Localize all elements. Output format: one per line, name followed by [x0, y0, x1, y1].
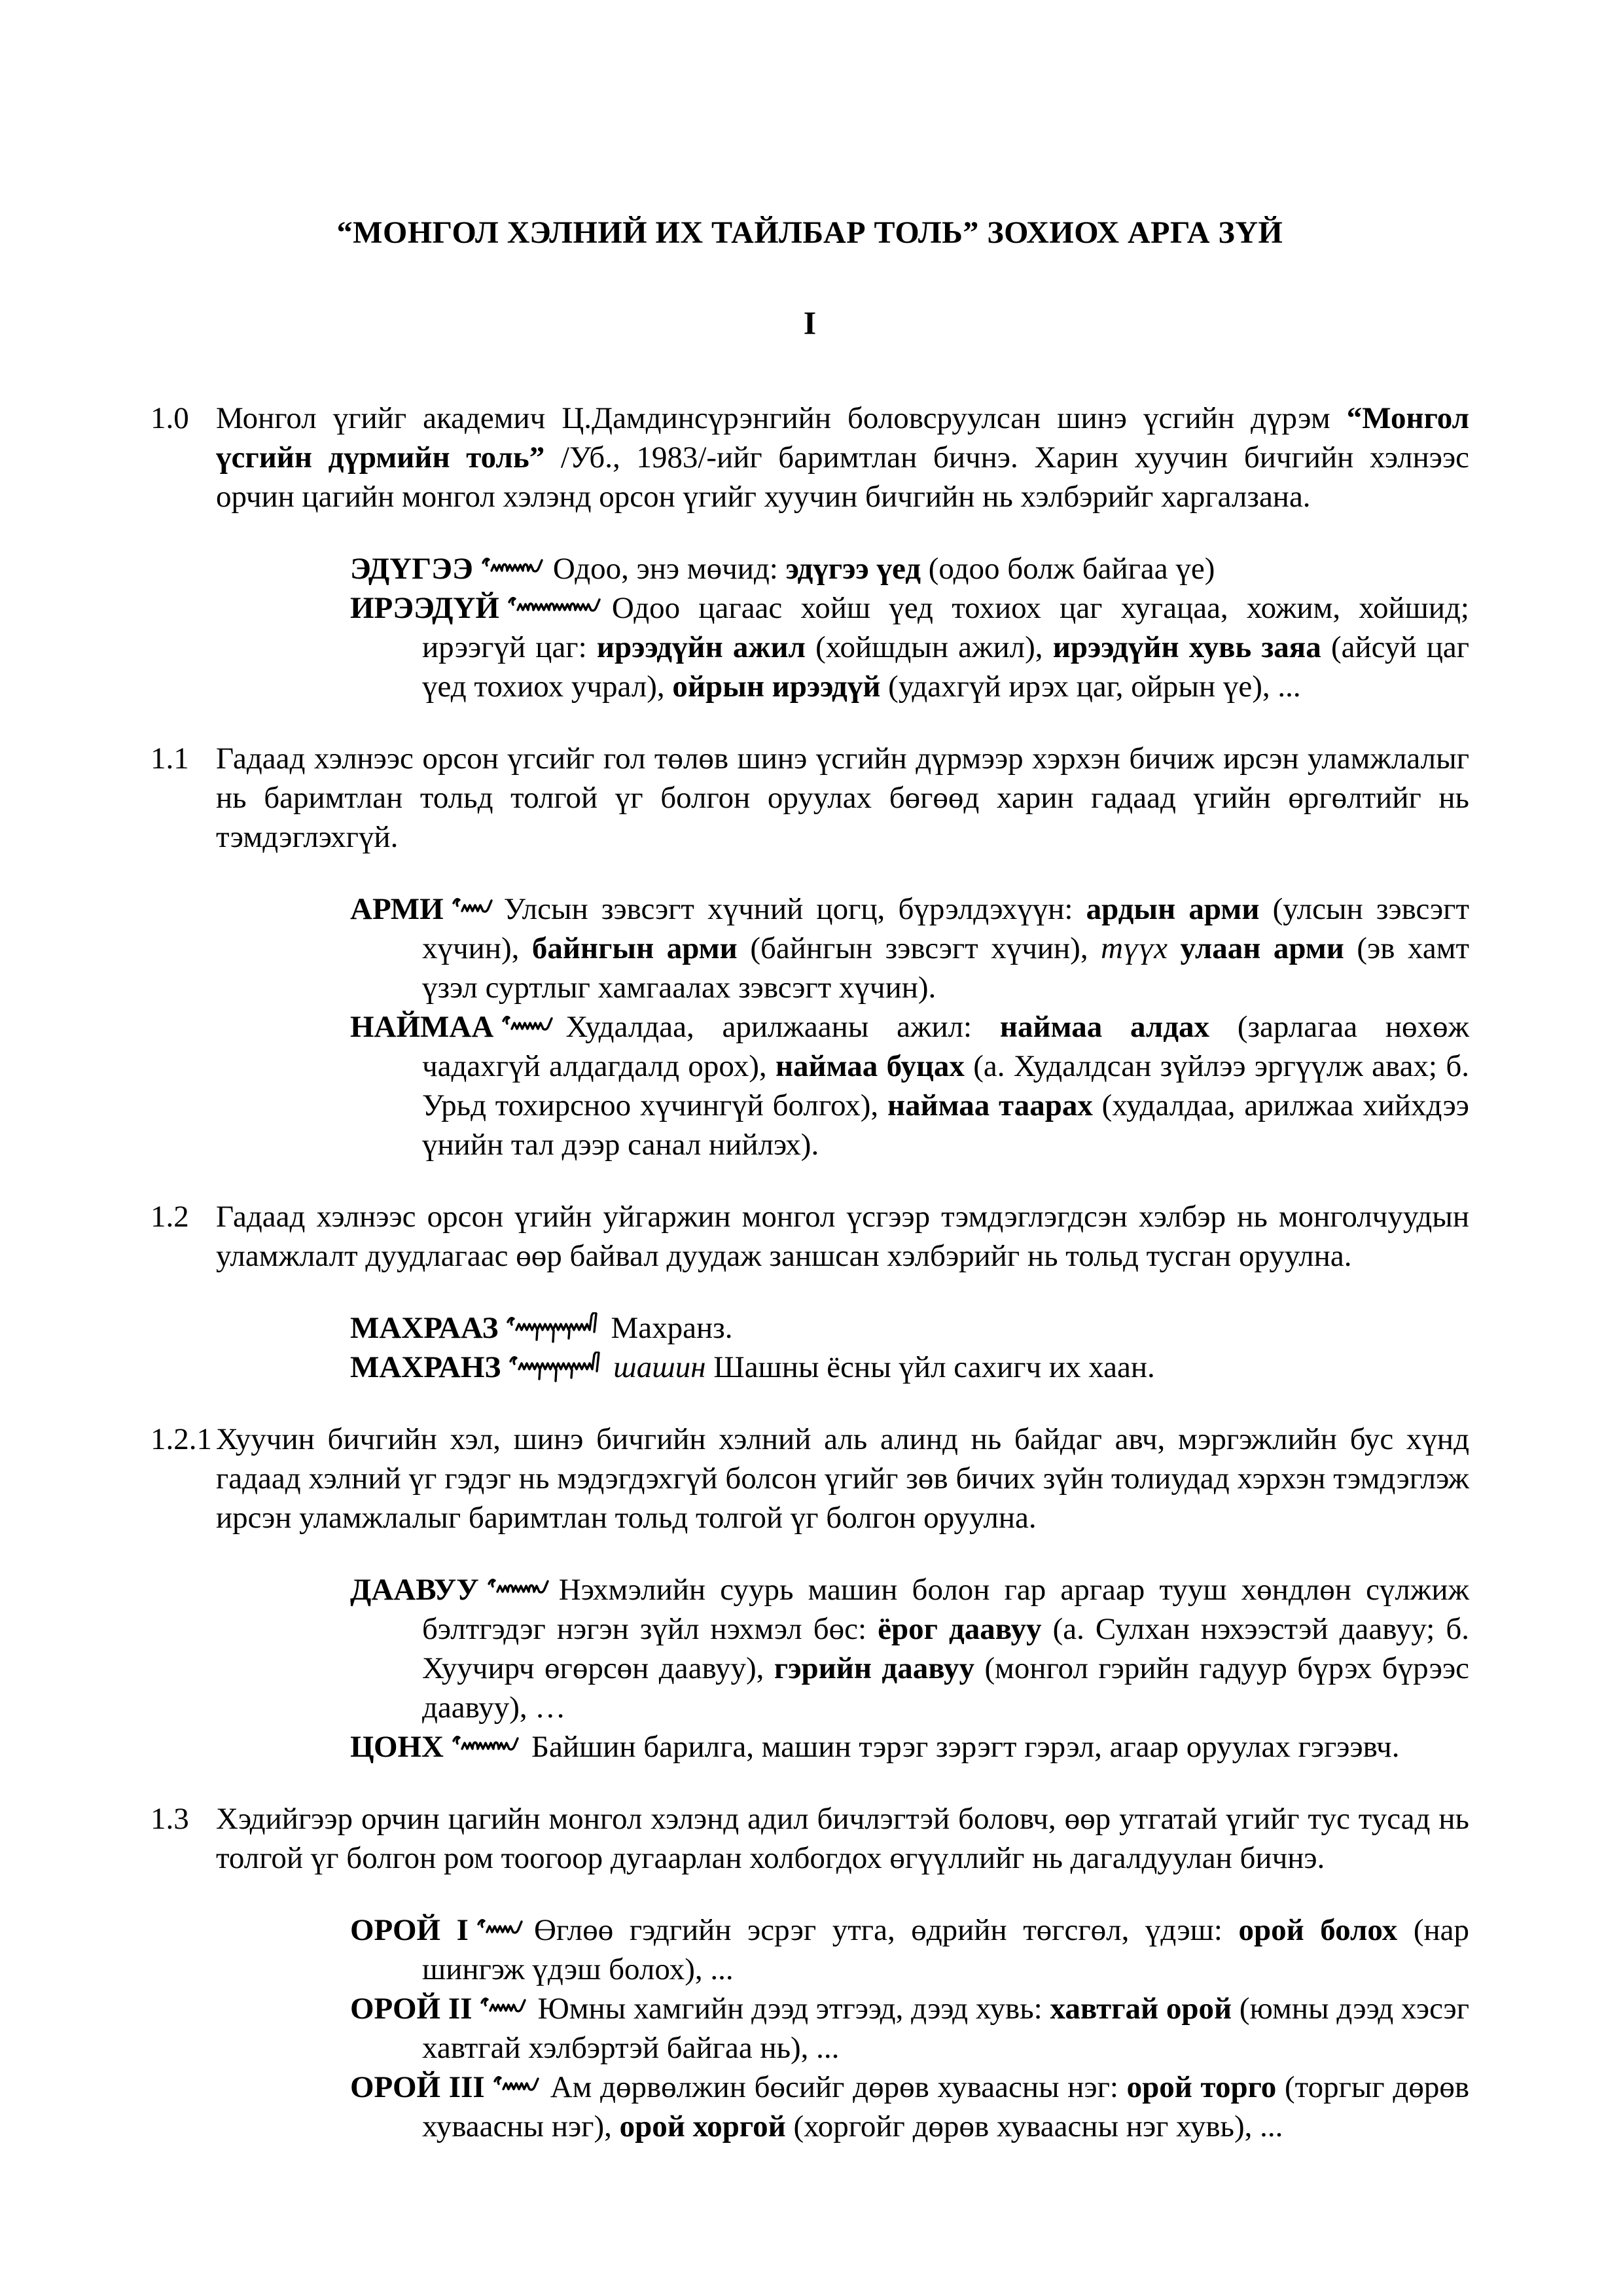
mongol-script-path [508, 1313, 596, 1342]
dictionary-entry [350, 549, 1469, 588]
mongol-script-icon [478, 1993, 529, 2024]
text-run: /Уб., 1983/-ийг баримтлан бичнэ. Харин хуучин бичгийн хэлнээс орчин цагийн монгол хэлэнд орсон үгийг хуучин бичгийн нь хэлбэрийг харгалзана. [216, 440, 1469, 514]
mongol-script-icon [450, 893, 496, 925]
entry-headword: МАХРАНЗ [350, 1350, 501, 1384]
text-run: гэрийн даавуу [774, 1651, 974, 1685]
text-run: хавтгай орой [1050, 1992, 1232, 2026]
text-run: Хэдийгээр орчин цагийн монгол хэлэнд адил бичлэгтэй боловч, өөр утгатай үгийг тус тусад нь толгой үг болгон ром тоогоор дугаарлан холбогдох өгүүллийг нь дагалдуулан бичнэ. [216, 1802, 1469, 1875]
mongol-script-icon [500, 1011, 558, 1043]
mongol-script-path [454, 1737, 518, 1749]
entry-group [151, 549, 1469, 706]
mongol-script-path [495, 2077, 538, 2090]
entry-headword: ЭДҮГЭЭ [350, 552, 473, 586]
entry-definition [613, 1350, 1155, 1384]
text-run: эдүгээ үед [785, 552, 921, 586]
text-run: Монгол үгийг академич Ц.Дамдинсүрэнгийн боловсруулсан шинэ үсгийн дүрэм [216, 401, 1347, 435]
text-run: (юмны дээд хэсэг хавтгай хэлбэртэй байгаа нь), ... [422, 1992, 1469, 2065]
text-run: наймаа таарах [887, 1088, 1093, 1122]
mongol-script-path [482, 1999, 525, 2011]
text-run: шашин [613, 1350, 706, 1384]
text-run: улаан арми [1180, 931, 1344, 965]
entry-definition [422, 1573, 1469, 1725]
dictionary-entry [350, 1989, 1469, 2068]
numbered-paragraph [151, 399, 1469, 516]
text-run: (айсуй цаг үед тохиох учрал), [422, 630, 1469, 704]
paragraph-number: 1.2.1 [151, 1422, 212, 1456]
paragraph-number: 1.3 [151, 1802, 189, 1836]
text-run: (байнгын зэвсэгт хүчин), [737, 931, 1101, 965]
dictionary-entry [350, 1727, 1469, 1767]
text-run: байнгын арми [531, 931, 738, 965]
entry-definition [422, 892, 1469, 1005]
mongol-script-icon [486, 1574, 551, 1605]
text-run: ирээдүйн ажил [596, 630, 806, 664]
dictionary-entry [350, 1007, 1469, 1164]
mongol-script-icon [507, 1352, 605, 1383]
mongol-script-path [454, 899, 491, 912]
dictionary-entry [350, 2068, 1470, 2146]
page-title: “МОНГОЛ ХЭЛНИЙ ИХ ТАЙЛБАР ТОЛЬ” ЗОХИОХ АРГА ЗҮЙ [336, 215, 1283, 250]
text-run: Шашны ёсны үйл сахигч их хаан. [705, 1350, 1155, 1384]
text-run: (хоргойг дөрөв хуваасны нэг хувь), ... [785, 2109, 1283, 2144]
text-run: (улсын зэвсэгт хүчин), [422, 892, 1469, 965]
text-run: Өглөө гэдгийн эсрэг утга, өдрийн төгсгөл, үдэш: [533, 1913, 1239, 1947]
paragraph-text [216, 1802, 1469, 1875]
text-run: орой хоргой [619, 2109, 786, 2144]
entry-definition [422, 1913, 1469, 1986]
text-run: наймаа алдах [999, 1010, 1210, 1044]
text-run: Махранз. [611, 1311, 733, 1345]
text-run: (удахгүй ирэх цаг, ойрын үе), ... [880, 670, 1301, 704]
text-run: Юмны хамгийн дээд этгээд, дээд хувь: [537, 1992, 1050, 2026]
entry-headword: НАЙМАА [350, 1010, 494, 1044]
section-heading: I [803, 304, 817, 341]
text-run: ардын арми [1086, 892, 1260, 926]
text-run: наймаа буцах [775, 1049, 965, 1083]
text-run: Гадаад хэлнээс орсон үгийн уйгаржин монгол үсгээр тэмдэглэгдсэн хэлбэр нь монголчуудын уламжлалт дуудлагаас өөр байвал дуудаж заншсан хэлбэрийг нь тольд тусган оруулна. [216, 1200, 1469, 1273]
dictionary-entry [350, 889, 1470, 1007]
text-run: (торгыг дөрөв хуваасны нэг), [422, 2070, 1470, 2144]
dictionary-entry [350, 1308, 1469, 1348]
entry-definition [422, 1992, 1469, 2065]
text-run: орой болох [1238, 1913, 1398, 1947]
paragraph-number: 1.0 [151, 401, 189, 435]
mongol-script-icon [505, 1312, 603, 1344]
entry-headword: ЦОНХ [350, 1730, 444, 1764]
text-run: түүх [1101, 931, 1168, 965]
paragraph-number: 1.2 [151, 1200, 189, 1234]
entry-headword: ОРОЙ III [350, 2070, 485, 2104]
mongol-script-path [510, 1352, 599, 1381]
entry-headword: ДААВУУ [350, 1573, 479, 1607]
entry-definition [422, 1010, 1469, 1162]
text-run: (монгол гэрийн гадуур бүрэх бүрээс даавуу), … [422, 1651, 1469, 1725]
text-run: “Монгол үсгийн дүрмийн толь” [216, 401, 1469, 475]
paragraph-text [216, 401, 1469, 514]
mongol-script-icon [506, 592, 604, 624]
text-run: (зарлагаа нөхөж чадахгүй алдагдалд орох), [422, 1010, 1469, 1083]
text-run: Нэхмэлийн суурь машин болон гар аргаар тууш хөндлөн сүлжиж бэлтгэдэг нэгэн зүйл нэхмэл бөс: [422, 1573, 1469, 1646]
mongol-script-path [489, 1580, 548, 1592]
entry-definition [422, 2070, 1469, 2144]
mongol-script-icon [475, 1914, 526, 1946]
numbered-paragraph [151, 1197, 1469, 1276]
entry-group [151, 1910, 1469, 2146]
entry-headword: МАХРААЗ [350, 1311, 499, 1345]
mongol-script-icon [480, 553, 545, 584]
text-run: ёрог даавуу [878, 1612, 1042, 1646]
text-run: орой торго [1126, 2070, 1277, 2104]
mongol-script-path [478, 1920, 522, 1933]
entry-group [151, 1570, 1469, 1767]
text-run: (нар шингэж үдэш болох), ... [422, 1913, 1469, 1986]
paragraph-text [216, 742, 1469, 854]
paragraph-text [216, 1422, 1469, 1535]
entry-definition [553, 552, 1215, 586]
text-run: (а. Сулхан нэхээстэй даавуу; б. Хуучирч өгөрсөн даавуу), [422, 1612, 1469, 1685]
mongol-script-path [503, 1017, 552, 1030]
entry-group [151, 889, 1469, 1164]
entry-headword: ОРОЙ I [350, 1913, 469, 1947]
dictionary-entry [350, 1348, 1469, 1387]
text-run: Байшин барилга, машин тэрэг зэрэгт гэрэл, агаар оруулах гэгээвч. [531, 1730, 1400, 1764]
numbered-paragraph [151, 739, 1469, 857]
text-run [1168, 931, 1181, 965]
numbered-paragraph [151, 1799, 1469, 1878]
text-run: Улсын зэвсэгт хүчний цогц, бүрэлдэхүүн: [503, 892, 1086, 926]
text-run: (а. Худалдсан зүйлээ эргүүлж авах; б. Урьд тохирсноо хүчингүй болгох), [422, 1049, 1469, 1122]
text-run: Худалдаа, арилжааны ажил: [565, 1010, 1000, 1044]
text-run: ирээдүйн хувь заяа [1052, 630, 1321, 664]
text-run: (хойшдын ажил), [805, 630, 1053, 664]
entry-definition [531, 1730, 1399, 1764]
entry-group [151, 1308, 1469, 1387]
text-run: (одоо болж байгаа үе) [921, 552, 1215, 586]
text-run: Хуучин бичгийн хэл, шинэ бичгийн хэлний аль алинд нь байдаг авч, мэргэжлийн бус хүнд гадаад хэлний үг гэдэг нь мэдэгдэхгүй болсон үгийг зөв бичих зүйн толиудад хэрхэн тэмдэглэж ирсэн уламжлалыг баримтлан тольд толгой үг болгон оруулна. [216, 1422, 1469, 1535]
entry-definition [611, 1311, 732, 1345]
text-run: Гадаад хэлнээс орсон үгсийг гол төлөв шинэ үсгийн дүрмээр хэрхэн бичиж ирсэн уламжлалыг нь баримтлан тольд толгой үг болгон оруулах бөгөөд харин гадаад үгийн өргөлтийг нь тэмдэглэхгүй. [216, 742, 1469, 854]
mongol-script-path [509, 598, 599, 611]
numbered-paragraph [151, 1420, 1469, 1537]
entry-headword: ИРЭЭДҮЙ [350, 591, 499, 625]
entry-headword: АРМИ [350, 892, 444, 926]
paragraph-number: 1.1 [151, 742, 189, 776]
text-run: ойрын ирээдүй [672, 670, 881, 704]
text-run: Одоо, энэ мөчид: [552, 552, 786, 586]
paragraph-text [216, 1200, 1469, 1273]
mongol-script-icon [491, 2072, 543, 2103]
text-run: (эв хамт үзэл суртлыг хамгаалах зэвсэгт хүчин). [422, 931, 1470, 1005]
text-run: Ам дөрвөлжин бөсийг дөрөв хуваасны нэг: [550, 2070, 1127, 2104]
dictionary-entry [350, 1570, 1469, 1727]
dictionary-entry [350, 588, 1469, 706]
entry-headword: ОРОЙ II [350, 1992, 473, 2026]
content-blocks [151, 399, 1469, 2146]
mongol-script-path [483, 559, 542, 571]
text-run: Одоо цагаас хойш үед тохиох цаг хугацаа, хожим, хойшид; ирээгүй цаг: [422, 591, 1469, 664]
mongol-script-icon [450, 1731, 524, 1763]
dictionary-entry [350, 1910, 1469, 1989]
text-run: (худалдаа, арилжаа хийхдээ үнийн тал дээр санал нийлэх). [422, 1088, 1469, 1162]
